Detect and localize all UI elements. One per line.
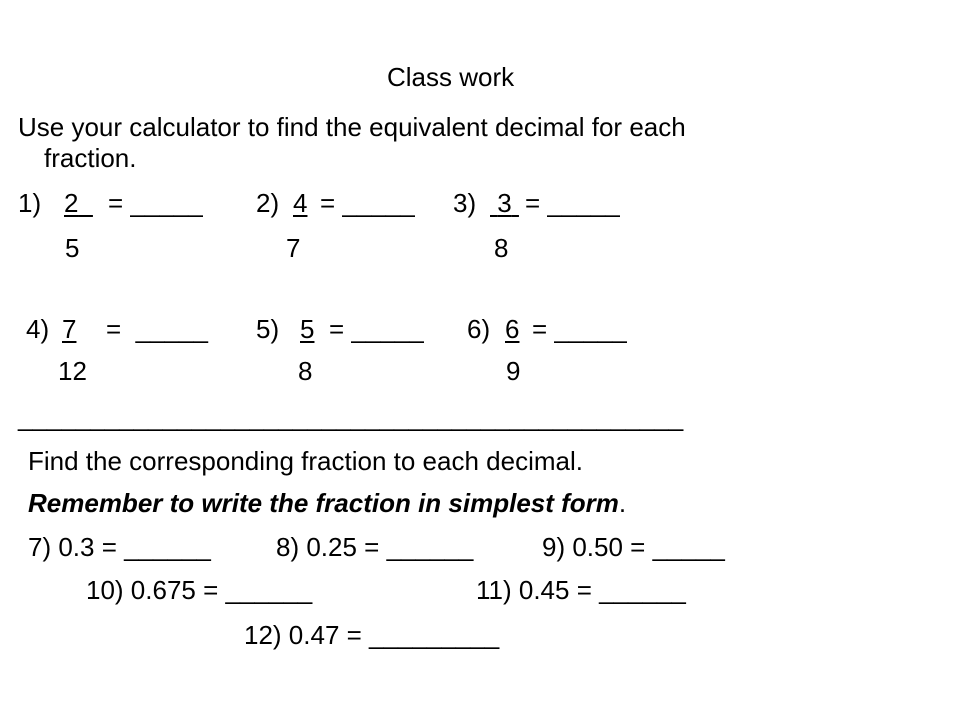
- problem-12[interactable]: 12) 0.47 = _________: [244, 620, 500, 650]
- denominator: 9: [506, 356, 521, 386]
- problem-9[interactable]: 9) 0.50 = _____: [542, 532, 725, 562]
- answer-blank[interactable]: = _____: [525, 188, 620, 218]
- section-2-reminder: [28, 488, 626, 518]
- section-2-instruction: Find the corresponding fraction to each decimal.: [28, 446, 583, 476]
- problem-label: 2): [256, 188, 280, 218]
- instruction-line-1: Use your calculator to find the equivalent decimal for each: [18, 112, 686, 142]
- denominator: 5: [65, 233, 80, 263]
- denominator: 8: [298, 356, 313, 386]
- problem-label: 1): [18, 188, 42, 218]
- problem-7[interactable]: 7) 0.3 = ______: [28, 532, 211, 562]
- numerator: 3: [497, 188, 512, 218]
- denominator: 8: [494, 233, 509, 263]
- numerator: 7: [62, 314, 77, 344]
- divider-line: ______________________________________________: [18, 402, 684, 432]
- numerator: 5: [300, 314, 315, 344]
- reminder-period: .: [618, 488, 627, 518]
- denominator: 12: [58, 356, 87, 386]
- page-title: Class work: [387, 62, 515, 92]
- answer-blank[interactable]: = _____: [320, 188, 415, 218]
- problem-label: 4): [26, 314, 50, 344]
- numerator: 4: [293, 188, 308, 218]
- answer-blank[interactable]: = _____: [108, 188, 203, 218]
- problem-label: 3): [453, 188, 477, 218]
- problem-label: 6): [467, 314, 491, 344]
- numerator: 6: [505, 314, 520, 344]
- answer-blank[interactable]: = _____: [329, 314, 424, 344]
- numerator: 2: [64, 188, 79, 218]
- denominator: 7: [286, 233, 301, 263]
- problem-10[interactable]: 10) 0.675 = ______: [86, 575, 313, 605]
- reminder-text: Remember to write the fraction in simplest form: [28, 488, 619, 518]
- problem-8[interactable]: 8) 0.25 = ______: [276, 532, 474, 562]
- answer-blank[interactable]: = _____: [106, 314, 208, 344]
- instruction-line-2: fraction.: [44, 143, 137, 173]
- answer-blank[interactable]: = _____: [532, 314, 627, 344]
- problem-label: 5): [256, 314, 280, 344]
- problem-11[interactable]: 11) 0.45 = ______: [476, 575, 686, 605]
